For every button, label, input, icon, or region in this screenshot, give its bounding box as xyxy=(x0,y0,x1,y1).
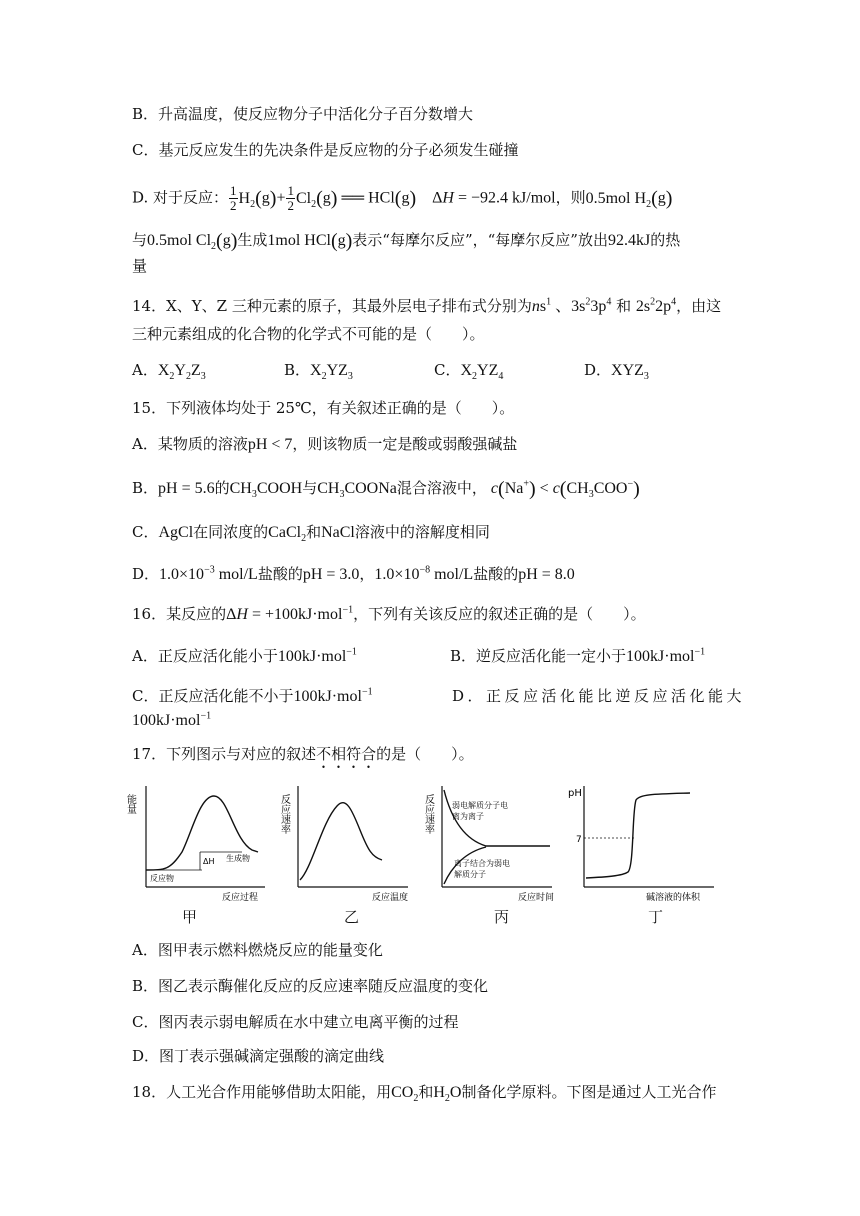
bing-caption: 丙 xyxy=(494,908,510,926)
jia-reactant-label: 反应物 xyxy=(150,874,174,883)
bing-xlabel: 反应时间 xyxy=(518,893,555,903)
bing-curve1-label: 弱电解质分子电离为离子 xyxy=(452,801,508,821)
ding-caption: 丁 xyxy=(648,908,664,926)
q13-option-d-line2: 与0.5mol $Cl_2(g)$生成1mol HCl(g)表示“每摩尔反应”，“每摩尔反应”放出92.4kJ的热 xyxy=(132,230,681,253)
q17-option-d: D．图丁表示强碱滴定强酸的滴定曲线 xyxy=(132,1047,385,1065)
q17-option-c: C．图丙表示弱电解质在水中建立电离平衡的过程 xyxy=(132,1013,459,1031)
q14-stem-line2: 三种元素组成的化合物的化学式不可能的是（ ）。 xyxy=(132,325,485,343)
jia-product-label: 生成物 xyxy=(226,854,250,863)
q14-option-c: C．$X_2YZ_4$ xyxy=(434,361,504,383)
figure-ding xyxy=(566,782,716,904)
q15-stem: 15．下列液体均处于 25℃，有关叙述正确的是（ ）。 xyxy=(132,399,515,417)
q16-stem: 16．某反应的ΔH = +100kJ·mol$^{-1}$，下列有关该反应的叙述正确的是（ ）。 xyxy=(132,604,646,623)
figure-yi xyxy=(278,782,412,904)
q18-stem: 18．人工光合作用能够借助太阳能，用$CO_2$和$H_2O$制备化学原料。下图是通过人工光合作 xyxy=(132,1083,717,1105)
q16-option-a: A．正反应活化能小于100kJ·mol$^{-1}$ xyxy=(132,646,357,665)
jia-caption: 甲 xyxy=(182,908,198,926)
q13-option-b: B．升高温度，使反应物分子中活化分子百分数增大 xyxy=(132,105,474,123)
q16-option-c: C．正反应活化能不小于100kJ·mol$^{-1}$ xyxy=(132,686,373,705)
q13-option-c: C．基元反应发生的先决条件是反应物的分子必须发生碰撞 xyxy=(132,141,519,159)
q16-option-b: B．逆反应活化能一定小于100kJ·mol$^{-1}$ xyxy=(450,646,706,665)
q14-option-d: D．$XYZ_3$ xyxy=(584,361,649,383)
ding-xlabel: 碱溶液的体积 xyxy=(646,893,701,903)
bing-curve2-label: 离子结合为弱电解质分子 xyxy=(454,859,510,879)
q15-option-c: C．AgCl在同浓度的CaCl$_2$和NaCl溶液中的溶解度相同 xyxy=(132,523,490,545)
q14-stem: 14．X、Y、Z 三种元素的原子，其最外层电子排布式分别为$ns^1$ 、$3s^23p^4$ 和 $2s^22p^4$，由这 xyxy=(132,296,722,315)
yi-caption: 乙 xyxy=(344,908,360,926)
ding-ylabel: pH xyxy=(568,788,582,799)
q14-option-b: B．$X_2YZ_3$ xyxy=(284,361,353,383)
q17-option-a: A．图甲表示燃料燃烧反应的能量变化 xyxy=(132,941,383,959)
q13-option-d-line3: 量 xyxy=(132,257,148,275)
figure-jia xyxy=(124,782,270,904)
jia-dh-label: ΔH xyxy=(203,857,215,866)
q16-option-d: D．正反应活化能比逆反应活化能大 xyxy=(452,687,746,705)
q14-option-a: A．$X_2Y_2Z_3$ xyxy=(132,361,206,383)
yi-xlabel: 反应温度 xyxy=(372,893,409,903)
q16-option-d-cont: 100kJ·mol$^{-1}$ xyxy=(132,710,212,729)
yi-ylabel: 反应速率 xyxy=(278,794,290,834)
jia-xlabel: 反应过程 xyxy=(222,893,259,903)
q15-option-d: D．$1.0\times 10^{-3}$ mol/L盐酸的pH = 3.0，$1.0\times 10^{-8}$ mol/L盐酸的pH = 8.0 xyxy=(132,564,575,583)
jia-ylabel: 能量 xyxy=(124,794,136,814)
bing-ylabel: 反应速率 xyxy=(422,794,434,834)
ding-tick-7: 7 xyxy=(576,835,582,845)
figure-bing xyxy=(422,782,556,904)
q17-option-b: B．图乙表示酶催化反应的反应速率随反应温度的变化 xyxy=(132,977,489,995)
q15-option-b: B．pH = 5.6的$CH_3COOH$与$CH_3COONa$混合溶液中， $c(Na^+) < c(CH_3COO^-)$ xyxy=(132,478,640,501)
q17-stem: 17．下列图示与对应的叙述不相符合的是（ ）。 xyxy=(132,745,474,763)
q13-option-d-line1: D. 对于反应： $\frac{1}{2}$ $H_2(g)+$ $\frac{1}{2}$ $Cl_2(g)$ ══ HCl(g) ΔH = −92.4 kJ/mol，则0.5mol $H_2(g)$ xyxy=(132,183,673,213)
q15-option-a: A．某物质的溶液pH < 7，则该物质一定是酸或弱酸强碱盐 xyxy=(132,435,518,453)
